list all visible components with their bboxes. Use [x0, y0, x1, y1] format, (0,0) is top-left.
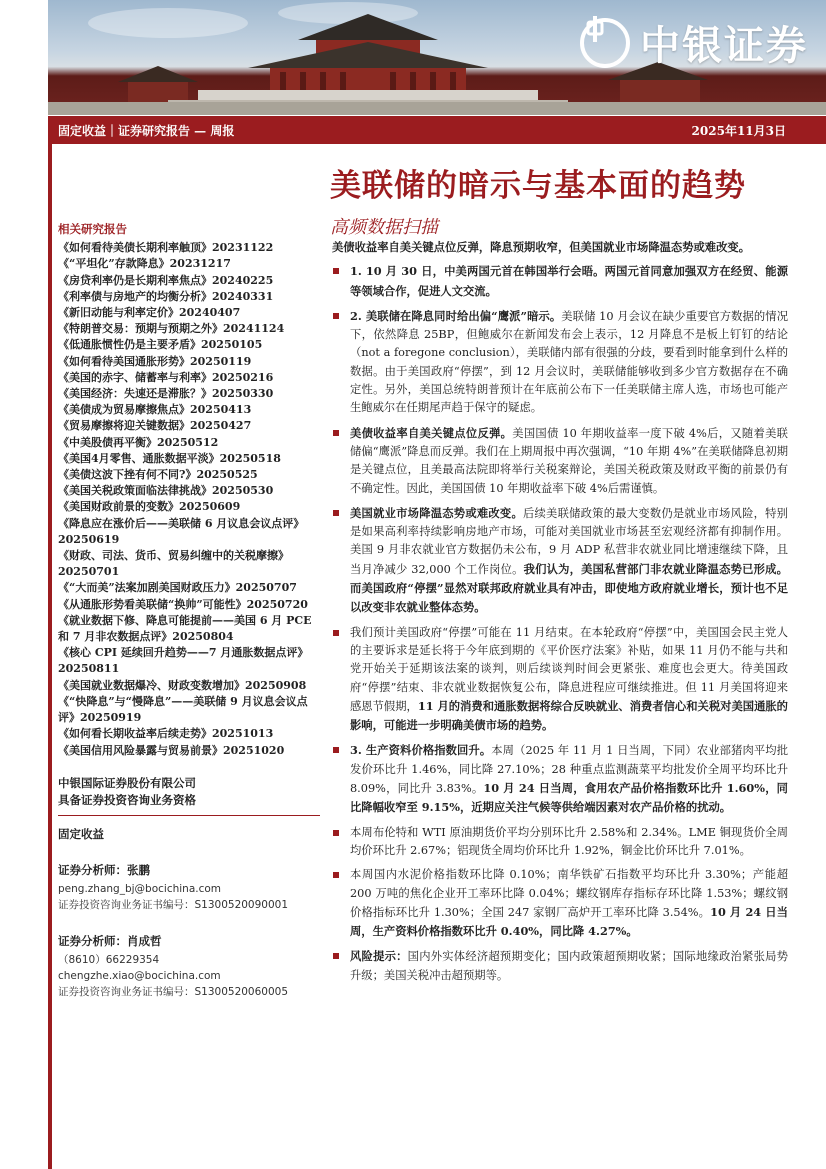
page-subtitle: 高频数据扫描	[330, 217, 438, 238]
fixed-income-label: 固定收益	[58, 826, 104, 841]
square-bullet-icon	[333, 747, 339, 753]
related-report-link[interactable]: 《美国关税政策面临法律挑战》20250530	[58, 484, 274, 498]
para-bold: 3. 生产资料价格指数回升。	[350, 743, 492, 758]
square-bullet-icon	[333, 830, 339, 836]
related-report-link[interactable]: 《如何看长期收益率后续走势》20251013	[58, 727, 274, 741]
para-bold: 10 月 24 日当周，食用农产品价格指数环比升 1.60%，同比降幅收窄至 9.15%，近期应关注气候等供给端因素对农产品价格的扰动。	[350, 781, 788, 815]
company-qualification: 具备证券投资咨询业务资格	[58, 792, 196, 807]
list-item	[332, 262, 788, 301]
risk-warning	[332, 947, 788, 985]
sidebar	[58, 221, 320, 1000]
related-report-link[interactable]: 《“快降息”与“慢降息”——美联储 9 月议息会议点评》20250919	[58, 694, 308, 725]
related-report-link[interactable]: 《美债这波下挫有何不同?》20250525	[58, 468, 258, 482]
para-text: 后续美联储政策的最大变数仍是就业市场风险，特别是如果高利率持续影响房地产市场，可能对美国就业市场甚至宏观经济都有抑制作用。美国 9 月非农就业官方数据仍未公布，9 月 ADP 私营非农就业同比增速继续下降，且当月净减少 32,000 个工作岗位。	[350, 506, 788, 576]
related-report-link[interactable]: 《利率债与房地产的均衡分析》20240331	[58, 289, 274, 303]
square-bullet-icon	[333, 430, 339, 436]
para-bold: 1. 10 月 30 日，中美两国元首在韩国举行会晤。两国元首同意加强双方在经贸、能源等领域合作，促进人文交流。	[350, 264, 788, 298]
analysts-list	[58, 862, 320, 1000]
related-report-link[interactable]: 《特朗普交易：预期与预期之外》20241124	[58, 322, 285, 336]
para-text: 美联储 10 月会议在缺少重要官方数据的情况下，依然降息 25BP，但鲍威尔在新闻发布会上表示，12 月降息不是板上钉钉的结论（not a foregone conclusion），美联储内部有很强的分歧，要看到时能拿到什么样的数据。由于美国政府“停摆”，到 12 月会议时，美联储能够收到多少官方数据存在不确定性。另外，美国总统特朗普预计在年底前公布下一任美联储主席人选，市场也可能产生鲍威尔在任期尾声趋于保守的疑虑。	[350, 309, 788, 415]
header-banner	[48, 0, 826, 115]
related-report-link[interactable]: 《美债成为贸易摩擦焦点》20250413	[58, 403, 252, 417]
divider	[58, 815, 320, 816]
left-accent-line	[48, 144, 52, 1169]
lead-summary: 美债收益率自美关键点位反弹，降息预期收窄，但美国就业市场降温态势或难改变。	[332, 240, 750, 254]
related-reports-list	[58, 240, 320, 759]
related-report-link[interactable]: 《美国信用风险暴露与贸易前景》20251020	[58, 743, 285, 757]
para-text: 本周国内水泥价格指数环比降 0.10%；南华铁矿石指数平均环比升 3.30%；产能超 200 万吨的焦化企业开工率环比降 0.04%；螺纹钢库存指标存环比降 1.53%；螺纹钢价格指标环比升 1.30%；全国 247 家钢厂高炉开工率环比降 3.54%。	[350, 868, 788, 919]
para-text: 美国国债 10 年期收益率一度下破 4%后，又随着美联储偏“鹰派”降息而反弹。我们在上期周报中再次强调，“10 年期 4%”在美联储降息初期是关键点位，且美最高法院即将举行关税案辩论，美国关税政策及财政平衡的前景仍有不确定性。因此，美国国债 10 年期收益率下破 4%后需谨慎。	[350, 426, 788, 495]
square-bullet-icon	[333, 510, 339, 516]
related-report-link[interactable]: 《从通胀形势看美联储“换帅”可能性》20250720	[58, 597, 308, 611]
related-report-link[interactable]: 《美国就业数据爆冷、财政变数增加》20250908	[58, 678, 307, 692]
related-report-link[interactable]: 《房贷利率仍是长期利率焦点》20240225	[58, 273, 274, 287]
para-text: 国内外实体经济超预期变化；国内政策超预期收紧；国际地缘政治紧张局势升级；美国关税冲击超预期等。	[350, 950, 788, 982]
list-item	[332, 741, 788, 817]
list-item	[332, 624, 788, 736]
related-report-link[interactable]: 《核心 CPI 延续回升趋势——7 月通胀数据点评》20250811	[58, 646, 309, 676]
square-bullet-icon	[333, 953, 339, 959]
brand-name: 中银证券	[640, 23, 808, 69]
related-report-link[interactable]: 《如何看待美国通胀形势》20250119	[58, 354, 252, 368]
analyst-email[interactable]: peng.zhang_bj@bocichina.com	[58, 883, 222, 896]
related-report-link[interactable]: 《新旧动能与利率定价》20240407	[58, 306, 241, 320]
related-reports-heading: 相关研究报告	[58, 222, 127, 236]
analyst-email[interactable]: chengzhe.xiao@bocichina.com	[58, 970, 221, 983]
related-report-link[interactable]: 《美国经济：失速还是滞胀？》20250330	[58, 387, 274, 401]
list-item	[332, 866, 788, 941]
para-bold: 美国就业市场降温态势或难改变。	[350, 505, 523, 520]
analyst-certificate: 证券投资咨询业务证书编号：S1300520060005	[58, 986, 289, 999]
boc-logo-icon	[580, 18, 630, 68]
para-bold: 11 月的消费和通胀数据将综合反映就业、消费者信心和关税对美国通胀的影响，可能进一步明确美债市场的趋势。	[350, 698, 788, 733]
square-bullet-icon	[333, 630, 339, 636]
para-text: 本周布伦特和 WTI 原油期货价平均分别环比升 2.58%和 2.34%。LME 铜现货价全周均价环比升 2.67%；铝现货全周均价环比升 1.92%，铜金比价环比升 7.01%。	[350, 825, 788, 857]
para-bold: 美债收益率自美关键点位反弹。	[350, 425, 513, 440]
report-category: 固定收益｜证券研究报告 — 周报	[58, 124, 235, 138]
para-bold: 10 月 24 日当周，生产资料价格指数环比升 0.40%，同比降 4.27%。	[350, 904, 788, 939]
brand-logo	[580, 14, 808, 71]
square-bullet-icon	[333, 313, 339, 319]
main-content	[332, 238, 788, 991]
related-report-link[interactable]: 《“平坦化”存款降息》20231217	[58, 257, 231, 271]
list-item	[332, 824, 788, 861]
analyst-name: 证券分析师：肖成哲	[58, 934, 162, 949]
para-bold: 2. 美联储在降息同时给出偏“鹰派”暗示。	[350, 308, 562, 323]
related-report-link[interactable]: 《低通胀惯性仍是主要矛盾》20250105	[58, 338, 263, 352]
para-bold: 我们认为，美国私营部门非农就业降温态势已形成。而美国政府“停摆”显然对联邦政府就业具有冲击，即使地方政府就业增长，预计也不足以改变非农就业整体态势。	[350, 561, 788, 615]
analyst-name: 证券分析师：张鹏	[58, 862, 150, 877]
related-report-link[interactable]: 《如何看待美债长期利率触顶》20231122	[58, 241, 274, 255]
square-bullet-icon	[333, 268, 339, 274]
company-info	[58, 775, 320, 809]
analyst-card	[58, 933, 320, 1000]
list-item	[332, 504, 788, 618]
list-item	[332, 307, 788, 418]
analyst-card	[58, 862, 320, 913]
para-text: 本周（2025 年 11 月 1 日当周，下同）农业部猪肉平均批发价环比升 1.46%，同比降 27.10%；28 种重点监测蔬菜平均批发价全周平均环比升 8.09%，同比升 3.83%。	[350, 744, 788, 796]
para-text: 我们预计美国政府“停摆”可能在 11 月结束。在本轮政府“停摆”中，美国国会民主党人的主要诉求是延长将于今年底到期的《平价医疗法案》补贴，如果 11 月仍不能与共和党开始关于延期该法案的谈判，则后续谈判时间会更紧张、难度也会更大。待美国政府“停摆”结束、非农就业数据恢复公布，降息进程应可继续推进。但 11 月美国将迎来感恩节假期，	[350, 625, 788, 713]
related-report-link[interactable]: 《就业数据下修、降息可能提前——美国 6 月 PCE和 7 月非农数据点评》20250804	[58, 613, 312, 644]
analyst-phone: （8610）66229354	[58, 954, 160, 967]
para-bold: 风险提示：	[350, 949, 408, 964]
related-report-link[interactable]: 《中美股债再平衡》20250512	[58, 435, 219, 449]
list-item	[332, 424, 788, 498]
square-bullet-icon	[333, 872, 339, 878]
related-report-link[interactable]: 《贸易摩擦将迎关键数据》20250427	[58, 419, 252, 433]
related-report-link[interactable]: 《“大而美”法案加剧美国财政压力》20250707	[58, 581, 297, 595]
related-report-link[interactable]: 《美国4月零售、通胀数据平淡》20250518	[58, 451, 281, 465]
page-title: 美联储的暗示与基本面的趋势	[330, 168, 746, 204]
related-report-link[interactable]: 《财政、司法、货币、贸易纠缠中的关税摩擦》20250701	[58, 549, 289, 579]
analyst-certificate: 证券投资咨询业务证书编号：S1300520090001	[58, 899, 289, 912]
company-name: 中银国际证券股份有限公司	[58, 775, 196, 790]
report-date: 2025年11月3日	[691, 124, 786, 138]
category-bar	[48, 116, 826, 144]
related-report-link[interactable]: 《降息应在涨价后——美联储 6 月议息会议点评》20250619	[58, 516, 305, 546]
related-report-link[interactable]: 《美国财政前景的变数》20250609	[58, 500, 241, 514]
related-report-link[interactable]: 《美国的赤字、储蓄率与利率》20250216	[58, 370, 274, 384]
